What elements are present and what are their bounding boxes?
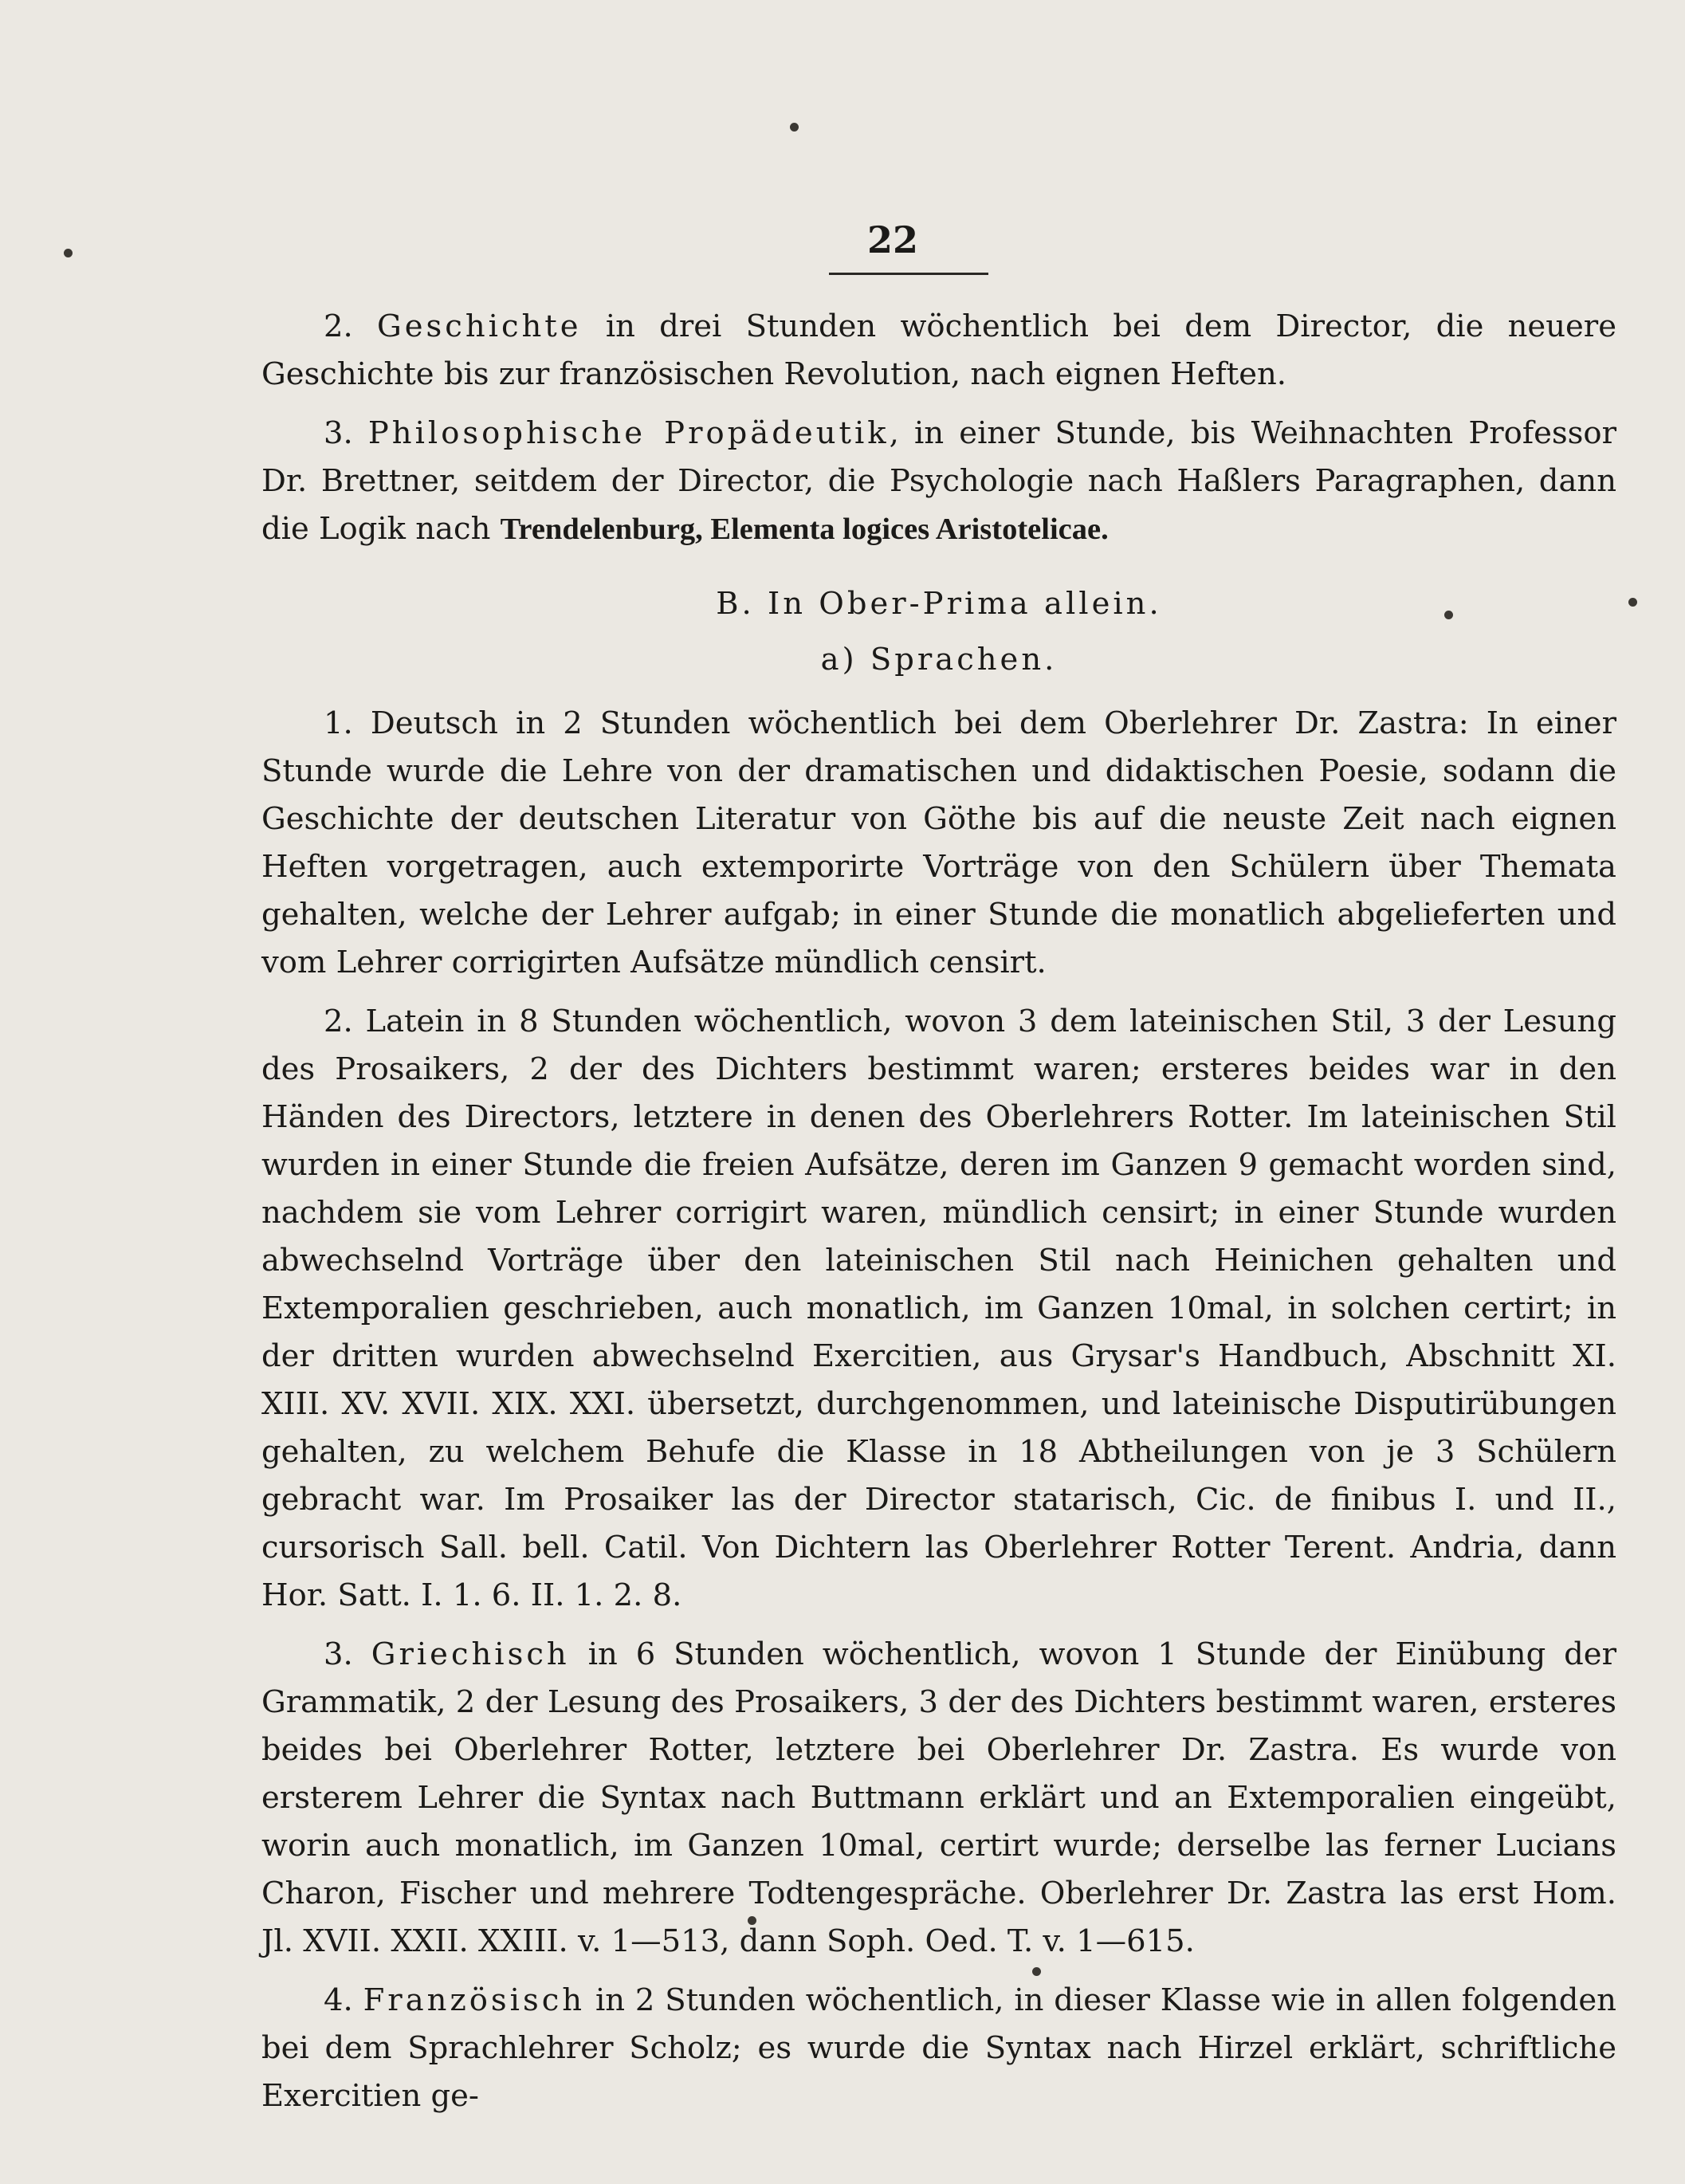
subsection-heading: a) Sprachen.: [820, 642, 1058, 678]
paragraph-text: in 8 Stunden wöchentlich, wovon 3 dem lateinischen Stil, 3 der Lesung des Prosaikers, 2 der des Dichters bestimmt waren; ersteres beides war in den Händen des Directors, letztere in denen des Oberlehrers Rotter. Im lateinischen Stil wurden in einer Stunde die freien Aufsätze, deren im Ganzen 9 gemacht worden sind, nachdem sie vom Lehrer corrigirt waren, mündlich censirt; in einer Stunde wurden abwechselnd Vorträge über den lateinischen Stil nach Heinichen gehalten und Extemporalien geschrieben, auch monatlich, im Ganzen 10mal, in solchen certirt; in der dritten wurden abwechselnd Exercitien, aus Grysar's Handbuch, Abschnitt XI. XIII. XV. XVII. XIX. XXI. übersetzt, durchgenommen, und lateinische Disputirübungen gehalten, zu welchem Behufe die Klasse in 18 Abtheilungen von je 3 Schülern gebracht war. Im Prosaiker las der Director statarisch, Cic. de finibus I. und II., cursorisch Sall. bell. Catil. Von Dichtern las Oberlehrer Rotter Terent. Andria, dann Hor. Satt. I. 1. 6. II. 1. 2. 8.: [261, 1004, 1616, 1613]
subject-title: Geschichte: [376, 308, 582, 344]
item-number: 3.: [324, 1636, 353, 1672]
paragraph-text: in 6 Stunden wöchentlich, wovon 1 Stunde der Einübung der Grammatik, 2 der Lesung des Prosaikers, 3 der des Dichters bestimmt waren, ersteres beides bei Oberlehrer Rotter, letztere bei Oberlehrer Dr. Zastra. Es wurde von ersterem Lehrer die Syntax nach Buttmann erklärt und an Extemporalien eingeübt, worin auch monatlich, im Ganzen 10mal, certirt wurde; derselbe las ferner Lucians Charon, Fischer und mehrere Todtengespräche. Oberlehrer Dr. Zastra las erst Hom. Jl. XVII. XXII. XXIII. v. 1—513, dann Soph. Oed. T. v. 1—615.: [261, 1636, 1616, 1959]
page-number: 22: [866, 218, 918, 261]
paragraph-german: [261, 700, 1616, 987]
page-number-rule: [829, 273, 988, 275]
paragraph-latin: [261, 998, 1616, 1620]
paragraph-text: in 2 Stunden wöchentlich, in dieser Klasse wie in allen folgenden bei dem Sprachlehrer Scholz; es wurde die Syntax nach Hirzel erklärt, schriftliche Exercitien ge-: [261, 1982, 1616, 2114]
subject-title: Philosophische Propädeutik: [367, 415, 890, 451]
subject-title: Latein: [365, 1004, 465, 1039]
item-number: 2.: [324, 308, 353, 344]
paragraph-text: in drei Stunden wöchentlich bei dem Director, die neuere Geschichte bis zur französischen Revolution, nach eignen Heften.: [261, 308, 1616, 392]
body-text: [261, 303, 1616, 2131]
paragraph-greek: [261, 1631, 1616, 1966]
subject-title: Deutsch: [370, 705, 498, 741]
ink-speck: [790, 123, 799, 132]
item-number: 2.: [324, 1004, 353, 1039]
item-number: 4.: [324, 1982, 353, 2018]
roman-text: Trendelenburg, Elementa logices Aristotelicae.: [500, 513, 1109, 546]
paragraph-french: [261, 1977, 1616, 2120]
paragraph-history: [261, 303, 1616, 399]
item-number: 1.: [324, 705, 353, 741]
paragraph-philosophy: [261, 410, 1616, 553]
section-heading: B. In Ober-Prima allein.: [716, 586, 1162, 622]
paragraph-text: in 2 Stunden wöchentlich bei dem Oberlehrer Dr. Zastra: In einer Stunde wurde die Lehre von der dramatischen und didaktischen Poesie, sodann die Geschichte der deutschen Literatur von Göthe bis auf die neuste Zeit nach eignen Heften vorgetragen, auch extemporirte Vorträge von den Schülern über Themata gehalten, welche der Lehrer aufgab; in einer Stunde die monatlich abgelieferten und vom Lehrer corrigirten Aufsätze mündlich censirt.: [261, 705, 1616, 980]
ink-speck: [64, 249, 73, 257]
item-number: 3.: [324, 415, 353, 451]
subject-title: Griechisch: [371, 1636, 570, 1672]
ink-speck: [1628, 598, 1637, 607]
paragraph-text: , in einer Stunde, bis Weihnachten Professor Dr. Brettner, seitdem der Director, die Psychologie nach Haßlers Paragraphen, dann die Logik nach: [261, 415, 1616, 547]
subject-title: Französisch: [363, 1982, 586, 2018]
